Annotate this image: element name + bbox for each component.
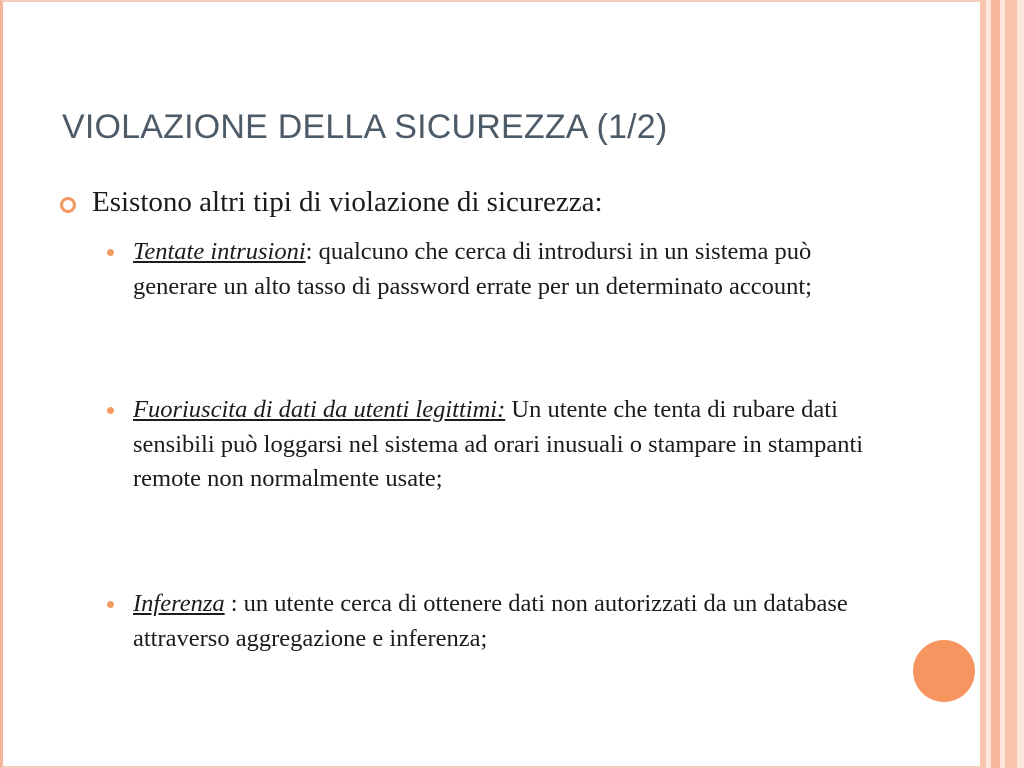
bullet-dot-icon bbox=[107, 249, 114, 256]
slide-title: VIOLAZIONE DELLA SICUREZZA (1/2) bbox=[62, 108, 668, 146]
list-item-term: Tentate intrusioni bbox=[133, 238, 306, 265]
list-item-body bbox=[133, 393, 877, 497]
decor-circle bbox=[913, 640, 975, 702]
bullet-dot-icon bbox=[107, 601, 114, 608]
list-item-term: Fuoriuscita di dati da utenti legittimi: bbox=[133, 396, 506, 423]
list-item-description: : qualcuno che cerca di introdursi in un sistema può generare un alto tasso di password errate per un determinato account; bbox=[133, 238, 812, 300]
list-item bbox=[107, 235, 877, 304]
decor-stripe bbox=[991, 0, 1000, 768]
ring-bullet-icon bbox=[60, 197, 76, 213]
list-item bbox=[107, 393, 877, 497]
list-item bbox=[107, 587, 877, 656]
decor-stripe bbox=[1005, 0, 1017, 768]
list-item-body bbox=[133, 235, 877, 304]
list-item-body bbox=[133, 587, 877, 656]
list-item-term: Inferenza bbox=[133, 590, 225, 617]
list-item-description: : un utente cerca di ottenere dati non autorizzati da un database attraverso aggregazione e inferenza; bbox=[133, 590, 848, 652]
main-bullet-text: Esistono altri tipi di violazione di sicurezza: bbox=[92, 186, 603, 218]
decor-stripe bbox=[1017, 0, 1024, 768]
bullet-dot-icon bbox=[107, 407, 114, 414]
list-item-description: Un utente che tenta di rubare dati sensibili può loggarsi nel sistema ad orari inusuali o stampare in stampanti remote non normalmente usate; bbox=[133, 396, 864, 492]
